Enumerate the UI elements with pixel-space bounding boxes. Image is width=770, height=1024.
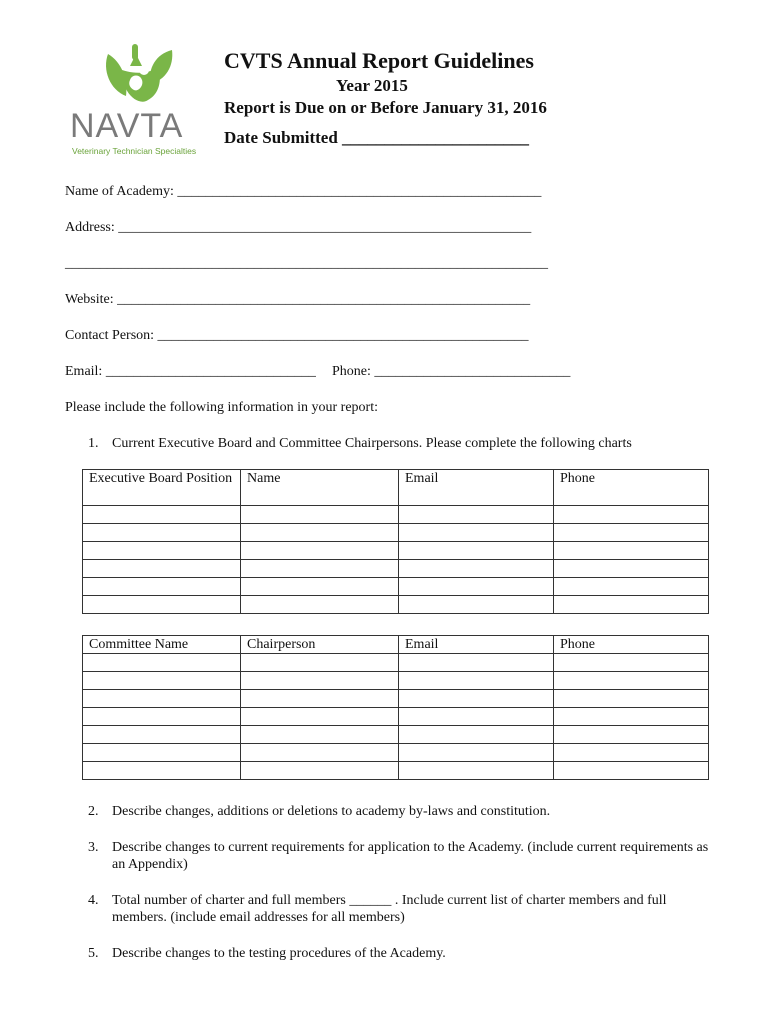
instructions-intro: Please include the following information in your report: — [65, 400, 378, 415]
column-header: Email — [399, 636, 554, 654]
table-cell[interactable] — [83, 542, 241, 560]
executive-board-table — [82, 469, 709, 614]
item-number: 5. — [88, 946, 99, 961]
table-cell[interactable] — [399, 726, 554, 744]
item-number: 3. — [88, 840, 99, 855]
list-item-2 — [88, 803, 728, 820]
address-line2-field[interactable]: _____________________________________________________________________ — [65, 256, 548, 271]
table-cell[interactable] — [241, 560, 399, 578]
address-field[interactable]: Address: ___________________________________________________________ — [65, 220, 532, 235]
table-cell[interactable] — [554, 726, 709, 744]
table-row — [83, 506, 709, 524]
table-cell[interactable] — [554, 560, 709, 578]
table-cell[interactable] — [399, 744, 554, 762]
table-cell[interactable] — [83, 744, 241, 762]
table-cell[interactable] — [83, 596, 241, 614]
table-row — [83, 672, 709, 690]
committee-table — [82, 635, 709, 780]
list-item-3 — [88, 839, 728, 873]
report-year: Year 2015 — [336, 76, 408, 95]
table-cell[interactable] — [399, 596, 554, 614]
table-cell[interactable] — [241, 708, 399, 726]
table-row — [83, 708, 709, 726]
column-header: Phone — [554, 636, 709, 654]
item-text: Describe changes to the testing procedures of the Academy. — [112, 946, 446, 961]
table-cell[interactable] — [399, 672, 554, 690]
item-number: 2. — [88, 804, 99, 819]
table-cell[interactable] — [399, 654, 554, 672]
table-cell[interactable] — [399, 762, 554, 780]
navta-leaf-icon — [70, 40, 210, 110]
item-text: Current Executive Board and Committee Chairpersons. Please complete the following charts — [112, 436, 632, 451]
table-cell[interactable] — [83, 560, 241, 578]
logo-wordmark: NAVTA — [70, 107, 184, 145]
table-cell[interactable] — [241, 506, 399, 524]
page-title: CVTS Annual Report Guidelines — [224, 48, 534, 73]
table-row — [83, 762, 709, 780]
table-cell[interactable] — [241, 524, 399, 542]
logo-tagline: Veterinary Technician Specialties — [72, 146, 197, 156]
academy-name-field[interactable]: Name of Academy: ____________________________________________________ — [65, 184, 542, 199]
table-cell[interactable] — [554, 708, 709, 726]
list-item-1 — [88, 435, 728, 452]
table-row — [83, 578, 709, 596]
table-cell[interactable] — [399, 524, 554, 542]
table-cell[interactable] — [554, 762, 709, 780]
table-cell[interactable] — [399, 578, 554, 596]
table-row — [83, 744, 709, 762]
table-cell[interactable] — [399, 506, 554, 524]
website-field[interactable]: Website: ___________________________________________________________ — [65, 292, 531, 307]
table-cell[interactable] — [241, 542, 399, 560]
table-cell[interactable] — [399, 708, 554, 726]
table-cell[interactable] — [554, 596, 709, 614]
due-date: Report is Due on or Before January 31, 2016 — [224, 98, 547, 117]
table-cell[interactable] — [554, 744, 709, 762]
table-row — [83, 690, 709, 708]
table-cell[interactable] — [241, 744, 399, 762]
list-item-5 — [88, 945, 728, 962]
table-cell[interactable] — [83, 762, 241, 780]
table-cell[interactable] — [83, 672, 241, 690]
table-cell[interactable] — [399, 542, 554, 560]
column-header: Name — [241, 470, 399, 506]
table-row — [83, 654, 709, 672]
email-field[interactable]: Email: ______________________________ — [65, 364, 316, 379]
column-header: Email — [399, 470, 554, 506]
table-cell[interactable] — [554, 524, 709, 542]
list-item-4 — [88, 892, 728, 926]
table-row — [83, 726, 709, 744]
table-header-row — [83, 636, 709, 654]
column-header: Committee Name — [83, 636, 241, 654]
table-row — [83, 524, 709, 542]
item-text: Describe changes to current requirements for application to the Academy. (include current requirements as an Appendix) — [112, 840, 709, 872]
contact-person-field[interactable]: Contact Person: _____________________________________________________ — [65, 328, 529, 343]
item-text: Total number of charter and full members ______ . Include current list of charter members and full members. (include email addresses for all members) — [112, 893, 667, 925]
column-header: Executive Board Position — [83, 470, 241, 506]
column-header: Phone — [554, 470, 709, 506]
phone-field[interactable]: Phone: ____________________________ — [332, 364, 571, 379]
table-cell[interactable] — [241, 578, 399, 596]
table-cell[interactable] — [554, 578, 709, 596]
table-cell[interactable] — [399, 560, 554, 578]
navta-logo — [70, 40, 210, 165]
date-submitted-field[interactable]: Date Submitted ______________________ — [224, 128, 530, 147]
table-cell[interactable] — [554, 542, 709, 560]
table-row — [83, 560, 709, 578]
table-cell[interactable] — [83, 726, 241, 744]
table-cell[interactable] — [83, 654, 241, 672]
table-row — [83, 542, 709, 560]
table-cell[interactable] — [83, 506, 241, 524]
table-cell[interactable] — [554, 672, 709, 690]
table-cell[interactable] — [83, 524, 241, 542]
table-cell[interactable] — [554, 690, 709, 708]
table-row — [83, 596, 709, 614]
table-cell[interactable] — [554, 506, 709, 524]
item-number: 1. — [88, 436, 99, 451]
table-cell[interactable] — [83, 690, 241, 708]
table-cell[interactable] — [241, 596, 399, 614]
column-header: Chairperson — [241, 636, 399, 654]
table-cell[interactable] — [241, 726, 399, 744]
item-text: Describe changes, additions or deletions to academy by-laws and constitution. — [112, 804, 551, 819]
table-cell[interactable] — [241, 672, 399, 690]
table-header-row — [83, 470, 709, 506]
table-cell[interactable] — [241, 690, 399, 708]
table-cell[interactable] — [399, 690, 554, 708]
table-cell[interactable] — [241, 762, 399, 780]
table-cell[interactable] — [554, 654, 709, 672]
table-cell[interactable] — [83, 708, 241, 726]
table-cell[interactable] — [241, 654, 399, 672]
item-number: 4. — [88, 893, 99, 908]
table-cell[interactable] — [83, 578, 241, 596]
